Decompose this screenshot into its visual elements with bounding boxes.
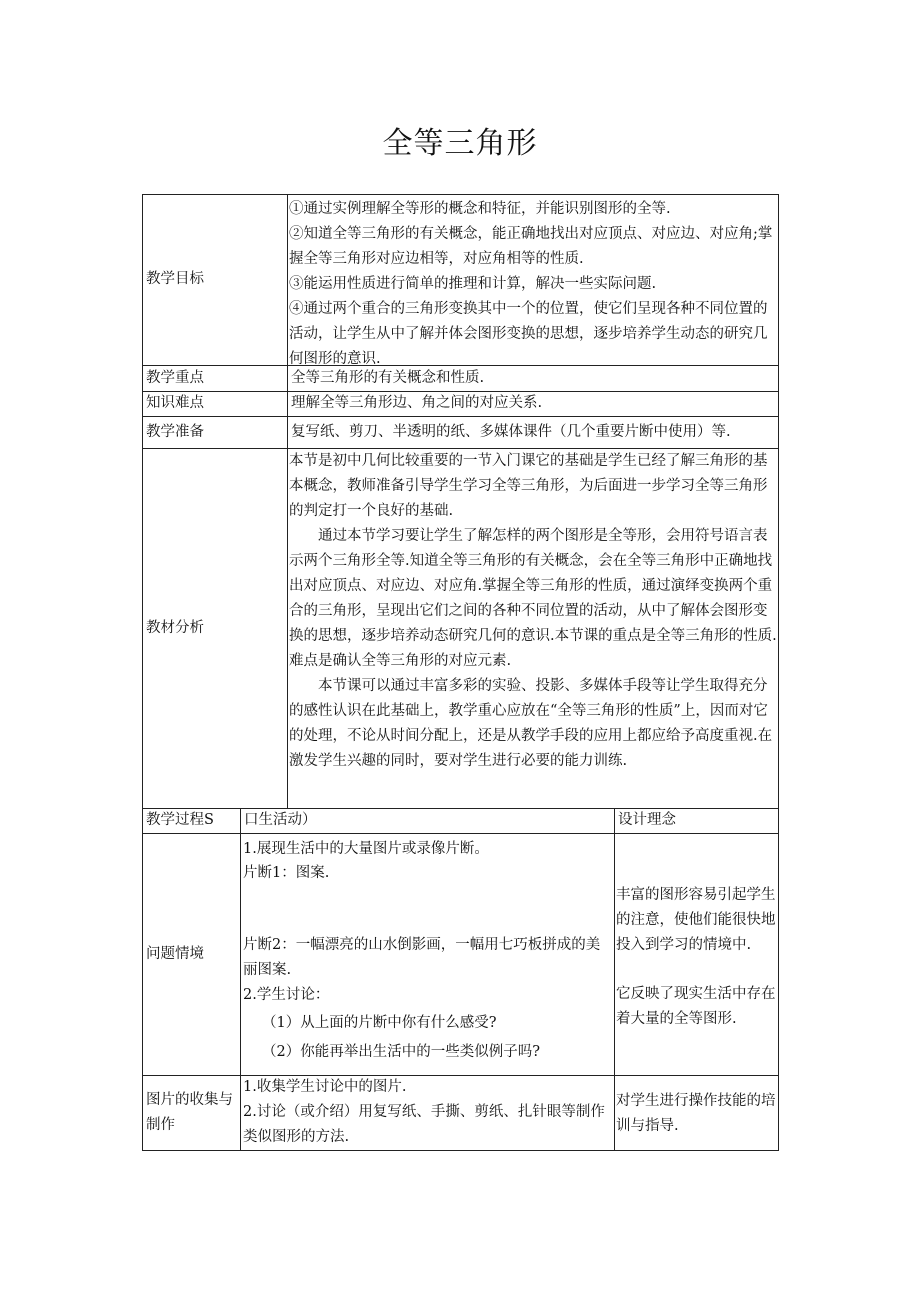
- situation-question-1: （1）从上面的片断中你有什么感受?: [262, 1015, 497, 1031]
- objective-item: ②知道全等三角形的有关概念，能正确地找出对应顶点、对应边、对应角;掌握全等三角形对应边相等，对应角相等的性质.: [289, 226, 773, 267]
- situation-clip1: 片断1：图案.: [243, 865, 330, 881]
- concept-header: 设计理念: [618, 812, 676, 828]
- objective-item: ④通过两个重合的三角形变换其中一个的位置，使它们呈现各种不同位置的活动，让学生从中了解并体会图形变换的思想，逐步培养学生动态的研究几何图形的意识.: [289, 301, 768, 367]
- collect-line2: 2.讨论（或介绍）用复写纸、手撕、剪纸、扎针眼等制作类似图形的方法.: [243, 1104, 605, 1145]
- collect-label: 图片的收集与制作: [146, 1092, 233, 1133]
- key-points-text: 全等三角形的有关概念和性质.: [291, 369, 485, 386]
- activity-header: 口生活动）: [244, 812, 317, 828]
- preparation-label: 教学准备: [146, 423, 204, 440]
- analysis-paragraph: 通过本节学习要让学生了解怎样的两个图形是全等形，会用符号语言表示两个三角形全等.知道全等三角形的有关概念，会在全等三角形中正确地找出对应顶点、对应边、对应角.掌握全等三角形的性质，通过演绎变换两个重合的三角形，呈现出它们之间的各种不同位置的活动，从中了解体会图形变换的思想，逐步培养动态研究几何的意识.本节课的重点是全等三角形的性质.难点是确认全等三角形的对应元素.: [289, 528, 777, 669]
- analysis-paragraph: 本节课可以通过丰富多彩的实验、投影、多媒体手段等让学生取得充分的感性认识在此基础上，教学重心应放在“全等三角形的性质”上，因而对它的处理，不论从时间分配上，还是从教学手段的应用上都应给予高度重视.在激发学生兴趣的同时，要对学生进行必要的能力训练.: [289, 678, 773, 769]
- difficulties-label: 知识难点: [146, 395, 204, 411]
- analysis-label: 教材分析: [146, 619, 204, 636]
- objective-item: ①通过实例理解全等形的概念和特征，并能识别图形的全等.: [289, 201, 671, 217]
- situation-concept-2: 它反映了现实生活中存在着大量的全等图形.: [616, 986, 776, 1027]
- situation-clip2: 片断2：一幅漂亮的山水倒影画，一幅用七巧板拼成的美丽图案.: [243, 937, 601, 978]
- situation-discuss: 2.学生讨论：: [243, 987, 330, 1003]
- objective-item: ③能运用性质进行简单的推理和计算，解决一些实际问题.: [289, 276, 657, 292]
- collect-line1: 1.收集学生讨论中的图片.: [243, 1079, 407, 1095]
- situation-concept-1: 丰富的图形容易引起学生的注意，使他们能很快地投入到学习的情境中.: [616, 887, 776, 953]
- key-points-label: 教学重点: [146, 369, 204, 386]
- situation-label: 问题情境: [146, 945, 204, 962]
- analysis-text: [289, 449, 777, 774]
- analysis-paragraph: 本节是初中几何比较重要的一节入门课它的基础是学生已经了解三角形的基本概念，教师准备引导学生学习全等三角形，为后面进一步学习全等三角形的判定打一个良好的基础.: [289, 453, 768, 519]
- page-title: 全等三角形: [382, 126, 538, 161]
- objectives-label: 教学目标: [146, 271, 204, 287]
- preparation-text: 复写纸、剪刀、半透明的纸、多媒体课件（几个重要片断中使用）等.: [291, 423, 731, 440]
- objectives-list: [289, 197, 777, 372]
- situation-line1: 1.展现生活中的大量图片或录像片断。: [243, 841, 489, 857]
- situation-question-2: （2）你能再举出生活中的一些类似例子吗?: [262, 1044, 540, 1060]
- process-label: 教学过程S: [146, 812, 214, 828]
- collect-concept: 对学生进行操作技能的培训与指导.: [616, 1093, 776, 1134]
- difficulties-text: 理解全等三角形边、角之间的对应关系.: [291, 395, 543, 411]
